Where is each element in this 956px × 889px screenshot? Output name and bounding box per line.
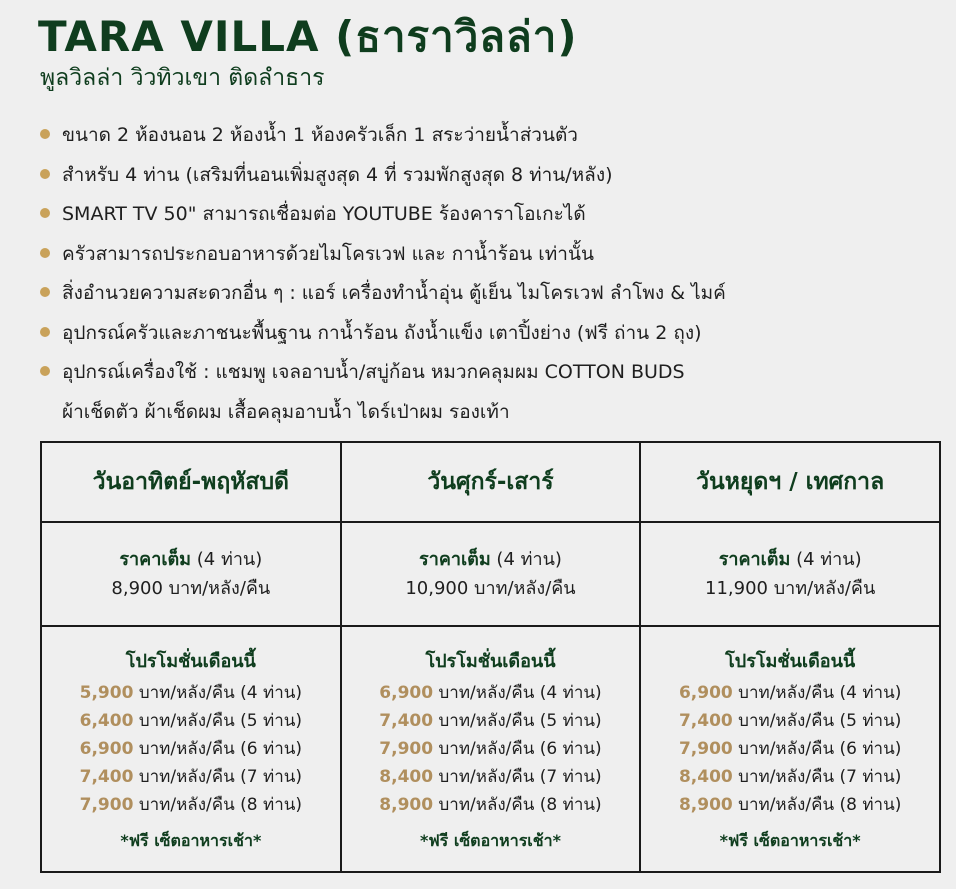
- feature-text: SMART TV 50" สามารถเชื่อมต่อ YOUTUBE ร้องคาราโอเกะได้: [62, 203, 586, 225]
- feature-text: อุปกรณ์เครื่องใช้ : แชมพู เจลอาบน้ำ/สบู่ก้อน หมวกคลุมผม COTTON BUDS: [62, 361, 685, 383]
- promo-line: [42, 707, 340, 735]
- promo-line: [641, 791, 939, 819]
- promo-text: บาท/หลัง/คืน (7 ท่าน): [438, 766, 602, 787]
- promo-line: [342, 735, 640, 763]
- promo-text: บาท/หลัง/คืน (8 ท่าน): [138, 794, 303, 815]
- promo-amount: 8,400: [678, 766, 733, 787]
- full-price-value: 10,900 บาท/หลัง/คืน: [405, 578, 576, 599]
- promo-amount: 7,900: [379, 738, 434, 759]
- promo-amount: 6,900: [379, 682, 434, 703]
- promo-text: บาท/หลัง/คืน (6 ท่าน): [138, 738, 303, 759]
- promo-cell: [41, 626, 341, 872]
- promo-line: [342, 791, 640, 819]
- full-price-value: 8,900 บาท/หลัง/คืน: [111, 578, 271, 599]
- feature-text: ครัวสามารถประกอบอาหารด้วยไมโครเวฟ และ กาน้ำร้อน เท่านั้น: [62, 242, 594, 265]
- promo-line: [42, 791, 340, 819]
- feature-text: สำหรับ 4 ท่าน (เสริมที่นอนเพิ่มสูงสุด 4 ที่ รวมพักสูงสุด 8 ท่าน/หลัง): [62, 163, 613, 186]
- promo-title: โปรโมชั่นเดือนนี้: [425, 650, 556, 672]
- promo-line: [641, 707, 939, 735]
- promo-line: [42, 735, 340, 763]
- full-price-cell: [640, 522, 940, 626]
- feature-item: [40, 235, 930, 275]
- column-heading: วันอาทิตย์-พฤหัสบดี: [92, 469, 289, 495]
- feature-item: [40, 195, 930, 235]
- full-price-row: [41, 522, 940, 626]
- full-price-label: [342, 545, 640, 574]
- promo-amount: 7,400: [678, 710, 733, 731]
- bullet-dot-icon: [40, 169, 50, 179]
- page-subtitle: พูลวิลล่า วิวทิวเขา ติดลำธาร: [40, 65, 325, 91]
- full-price-cell: [341, 522, 641, 626]
- promo-title: โปรโมชั่นเดือนนี้: [125, 650, 256, 672]
- promo-text: บาท/หลัง/คืน (4 ท่าน): [138, 682, 303, 703]
- promo-line: [342, 707, 640, 735]
- feature-text: อุปกรณ์ครัวและภาชนะพื้นฐาน กาน้ำร้อน ถังน้ำแข็ง เตาปิ้งย่าง (ฟรี ถ่าน 2 ถุง): [62, 321, 702, 344]
- feature-item: [40, 156, 930, 196]
- promo-text: บาท/หลัง/คืน (4 ท่าน): [738, 682, 902, 703]
- promo-amount: 5,900: [79, 682, 134, 703]
- feature-item: [40, 116, 930, 156]
- promo-amount: 8,900: [678, 794, 733, 815]
- bullet-dot-icon: [40, 129, 50, 139]
- promo-text: บาท/หลัง/คืน (6 ท่าน): [438, 738, 602, 759]
- pricing-header-row: [41, 442, 940, 522]
- pricing-table: [40, 441, 941, 873]
- promo-amount: 6,900: [678, 682, 733, 703]
- full-price-cell: [41, 522, 341, 626]
- free-breakfast-note: *ฟรี เซ็ตอาหารเช้า*: [120, 830, 262, 850]
- promo-line: [641, 735, 939, 763]
- promo-amount: 6,400: [79, 710, 134, 731]
- feature-item: [40, 314, 930, 354]
- full-price-title: ราคาเต็ม: [718, 549, 791, 570]
- promo-line: [42, 679, 340, 707]
- column-heading: วันศุกร์-เสาร์: [427, 469, 554, 495]
- promo-text: บาท/หลัง/คืน (5 ท่าน): [138, 710, 303, 731]
- feature-list: [40, 116, 930, 432]
- bullet-dot-icon: [40, 327, 50, 337]
- feature-item: [40, 274, 930, 314]
- column-header: [341, 442, 641, 522]
- bullet-dot-icon: [40, 287, 50, 297]
- bullet-dot-icon: [40, 366, 50, 376]
- full-price-guests: (4 ท่าน): [796, 549, 862, 570]
- promo-amount: 7,900: [79, 794, 134, 815]
- promo-amount: 6,900: [79, 738, 134, 759]
- full-price-guests: (4 ท่าน): [496, 549, 562, 570]
- promo-amount: 7,400: [379, 710, 434, 731]
- full-price-title: ราคาเต็ม: [119, 549, 192, 570]
- column-heading: วันหยุดฯ / เทศกาล: [696, 469, 885, 495]
- column-header: [640, 442, 940, 522]
- full-price-label: [42, 545, 340, 574]
- free-breakfast-note: *ฟรี เซ็ตอาหารเช้า*: [419, 830, 561, 850]
- feature-text: สิ่งอำนวยความสะดวกอื่น ๆ : แอร์ เครื่องทำน้ำอุ่น ตู้เย็น ไมโครเวฟ ลำโพง & ไมค์: [62, 282, 726, 304]
- promo-line: [42, 763, 340, 791]
- promo-text: บาท/หลัง/คืน (8 ท่าน): [438, 794, 602, 815]
- bullet-dot-icon: [40, 208, 50, 218]
- promo-text: บาท/หลัง/คืน (8 ท่าน): [738, 794, 902, 815]
- promo-text: บาท/หลัง/คืน (5 ท่าน): [738, 710, 902, 731]
- promo-amount: 8,400: [379, 766, 434, 787]
- feature-text-continued: ผ้าเช็ดตัว ผ้าเช็ดผม เสื้อคลุมอาบน้ำ ไดร์เป่าผม รองเท้า: [62, 400, 510, 423]
- promo-line: [342, 679, 640, 707]
- free-breakfast-note: *ฟรี เซ็ตอาหารเช้า*: [719, 830, 861, 850]
- promo-cell: [640, 626, 940, 872]
- feature-text: ขนาด 2 ห้องนอน 2 ห้องน้ำ 1 ห้องครัวเล็ก 1 สระว่ายน้ำส่วนตัว: [62, 124, 578, 146]
- promo-title: โปรโมชั่นเดือนนี้: [725, 650, 856, 672]
- promo-line: [641, 679, 939, 707]
- promo-amount: 7,900: [678, 738, 733, 759]
- promo-amount: 7,400: [79, 766, 134, 787]
- promo-text: บาท/หลัง/คืน (7 ท่าน): [738, 766, 902, 787]
- promo-text: บาท/หลัง/คืน (7 ท่าน): [138, 766, 303, 787]
- bullet-dot-icon: [40, 248, 50, 258]
- promo-line: [641, 763, 939, 791]
- promo-line: [342, 763, 640, 791]
- full-price-label: [641, 545, 939, 574]
- promo-text: บาท/หลัง/คืน (4 ท่าน): [438, 682, 602, 703]
- promo-amount: 8,900: [379, 794, 434, 815]
- promo-text: บาท/หลัง/คืน (5 ท่าน): [438, 710, 602, 731]
- full-price-value: 11,900 บาท/หลัง/คืน: [705, 578, 876, 599]
- promo-row: [41, 626, 940, 872]
- full-price-title: ราคาเต็ม: [419, 549, 491, 570]
- column-header: [41, 442, 341, 522]
- page-title: TARA VILLA (ธาราวิลล่า): [38, 12, 578, 61]
- feature-item: [40, 353, 930, 432]
- promo-cell: [341, 626, 641, 872]
- full-price-guests: (4 ท่าน): [196, 549, 263, 570]
- promo-text: บาท/หลัง/คืน (6 ท่าน): [738, 738, 902, 759]
